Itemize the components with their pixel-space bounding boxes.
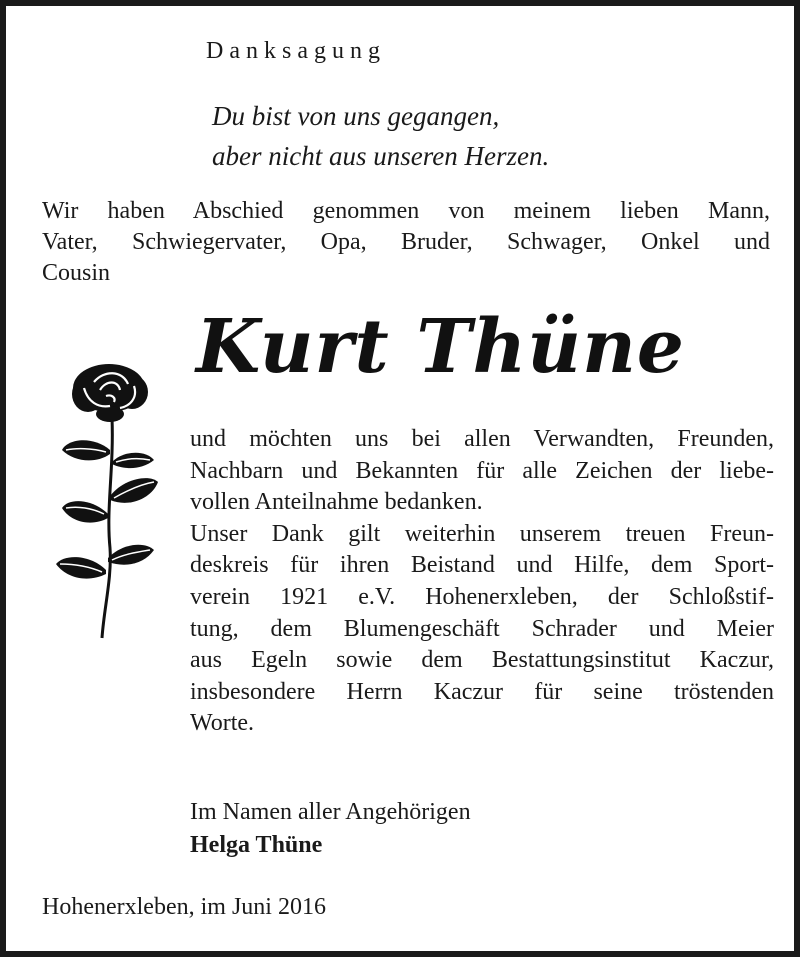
body-line: vollen Anteilnahme bedanken. <box>190 489 483 516</box>
intro-line-3: Cousin <box>42 260 111 286</box>
intro-line-1: Wir haben Abschied genommen von meinem lieben Mann, <box>42 198 770 224</box>
intro-paragraph <box>42 196 770 289</box>
body-line: aus Egeln sowie dem Bestattungsinstitut Kaczur, <box>190 647 774 674</box>
body-line: tung, dem Blumengeschäft Schrader und Meier <box>190 615 774 642</box>
closing-block <box>190 796 471 862</box>
place-date: Hohenerxleben, im Juni 2016 <box>42 894 326 920</box>
body-line: Nachbarn und Bekannten für alle Zeichen der liebe- <box>190 457 774 484</box>
body-line: und möchten uns bei allen Verwandten, Freunden, <box>190 426 774 452</box>
thanks-paragraph <box>190 424 774 740</box>
body-line: Unser Dank gilt weiterhin unserem treuen Freun- <box>190 520 774 547</box>
motto-line-1: Du bist von uns gegangen, <box>212 101 500 131</box>
motto-line-2: aber nicht aus unseren Herzen. <box>212 141 550 171</box>
notice-heading: Danksagung <box>206 38 386 64</box>
body-line: Worte. <box>190 710 255 737</box>
closing-text: Im Namen aller Angehörigen <box>190 799 471 825</box>
motto <box>212 96 549 176</box>
body-line: verein 1921 e.V. Hohenerxleben, der Schloßstif- <box>190 583 774 610</box>
signer-name: Helga Thüne <box>190 832 323 858</box>
body-line: insbesondere Herrn Kaczur für seine tröstenden <box>190 678 774 705</box>
intro-line-2: Vater, Schwiegervater, Opa, Bruder, Schwager, Onkel und <box>42 229 770 255</box>
deceased-name: Kurt Thüne <box>196 304 685 390</box>
body-line: deskreis für ihren Beistand und Hilfe, dem Sport- <box>190 552 774 579</box>
rose-icon <box>54 358 164 643</box>
